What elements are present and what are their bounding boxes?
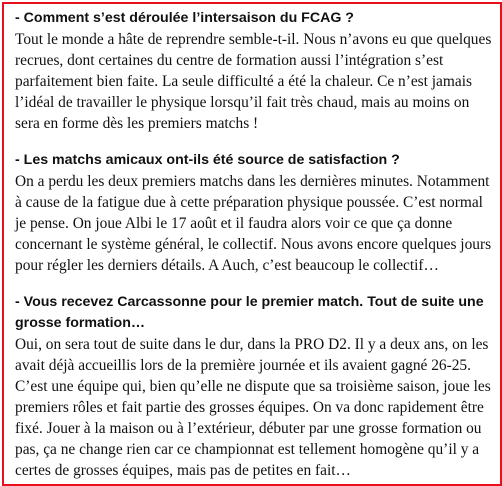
answer-2: On a perdu les deux premiers matchs dans les dernières minutes. Notamment à cause de la fatigue due à cette préparation physique poussée. C’est normal je pense. On joue Albi le 17 août et il faudra alors voir ce que ça donne concernant le système général, le collectif. Nous avons encore quelques jours pour régler les derniers détails. A Auch, c’est beaucoup le collectif…: [15, 173, 492, 274]
answer-3: Oui, on sera tout de suite dans le dur, dans la PRO D2. Il y a deux ans, on les avait déjà accueillis lors de la première journée et ils avaient gagné 26-25. C’est une équipe qui, bien qu’elle ne dispute que sa troisième saison, joue les premiers rôles et fait partie des grosses équipes. On va donc rapidement être fixé. Jouer à la maison ou à l’extérieur, débuter par une grosse formation ou pas, ça ne change rien car ce championnat est tellement homogène qu’il y a certes de grosses équipes, mais pas de petites en fait…: [15, 336, 491, 479]
interview-box: [2, 2, 502, 486]
question-1: - Comment s’est déroulée l’intersaison du FCAG ?: [15, 10, 354, 26]
qa-block-1: [15, 8, 492, 134]
qa-block-3: [15, 292, 492, 481]
qa-block-2: [15, 150, 492, 276]
question-3: - Vous recevez Carcassonne pour le premier match. Tout de suite une grosse formation…: [15, 294, 484, 331]
interview-content: [4, 4, 500, 481]
question-2: - Les matchs amicaux ont-ils été source de satisfaction ?: [15, 152, 400, 168]
answer-1: Tout le monde a hâte de reprendre semble-t-il. Nous n’avons eu que quelques recrues, dont certaines du centre de formation aussi l’intégration s’est parfaitement bien faite. La seule difficulté a été la chaleur. Ce n’est jamais l’idéal de travailler le physique lorsqu’il fait très chaud, mais au moins on sera en forme dès les premiers matchs !: [15, 31, 492, 132]
